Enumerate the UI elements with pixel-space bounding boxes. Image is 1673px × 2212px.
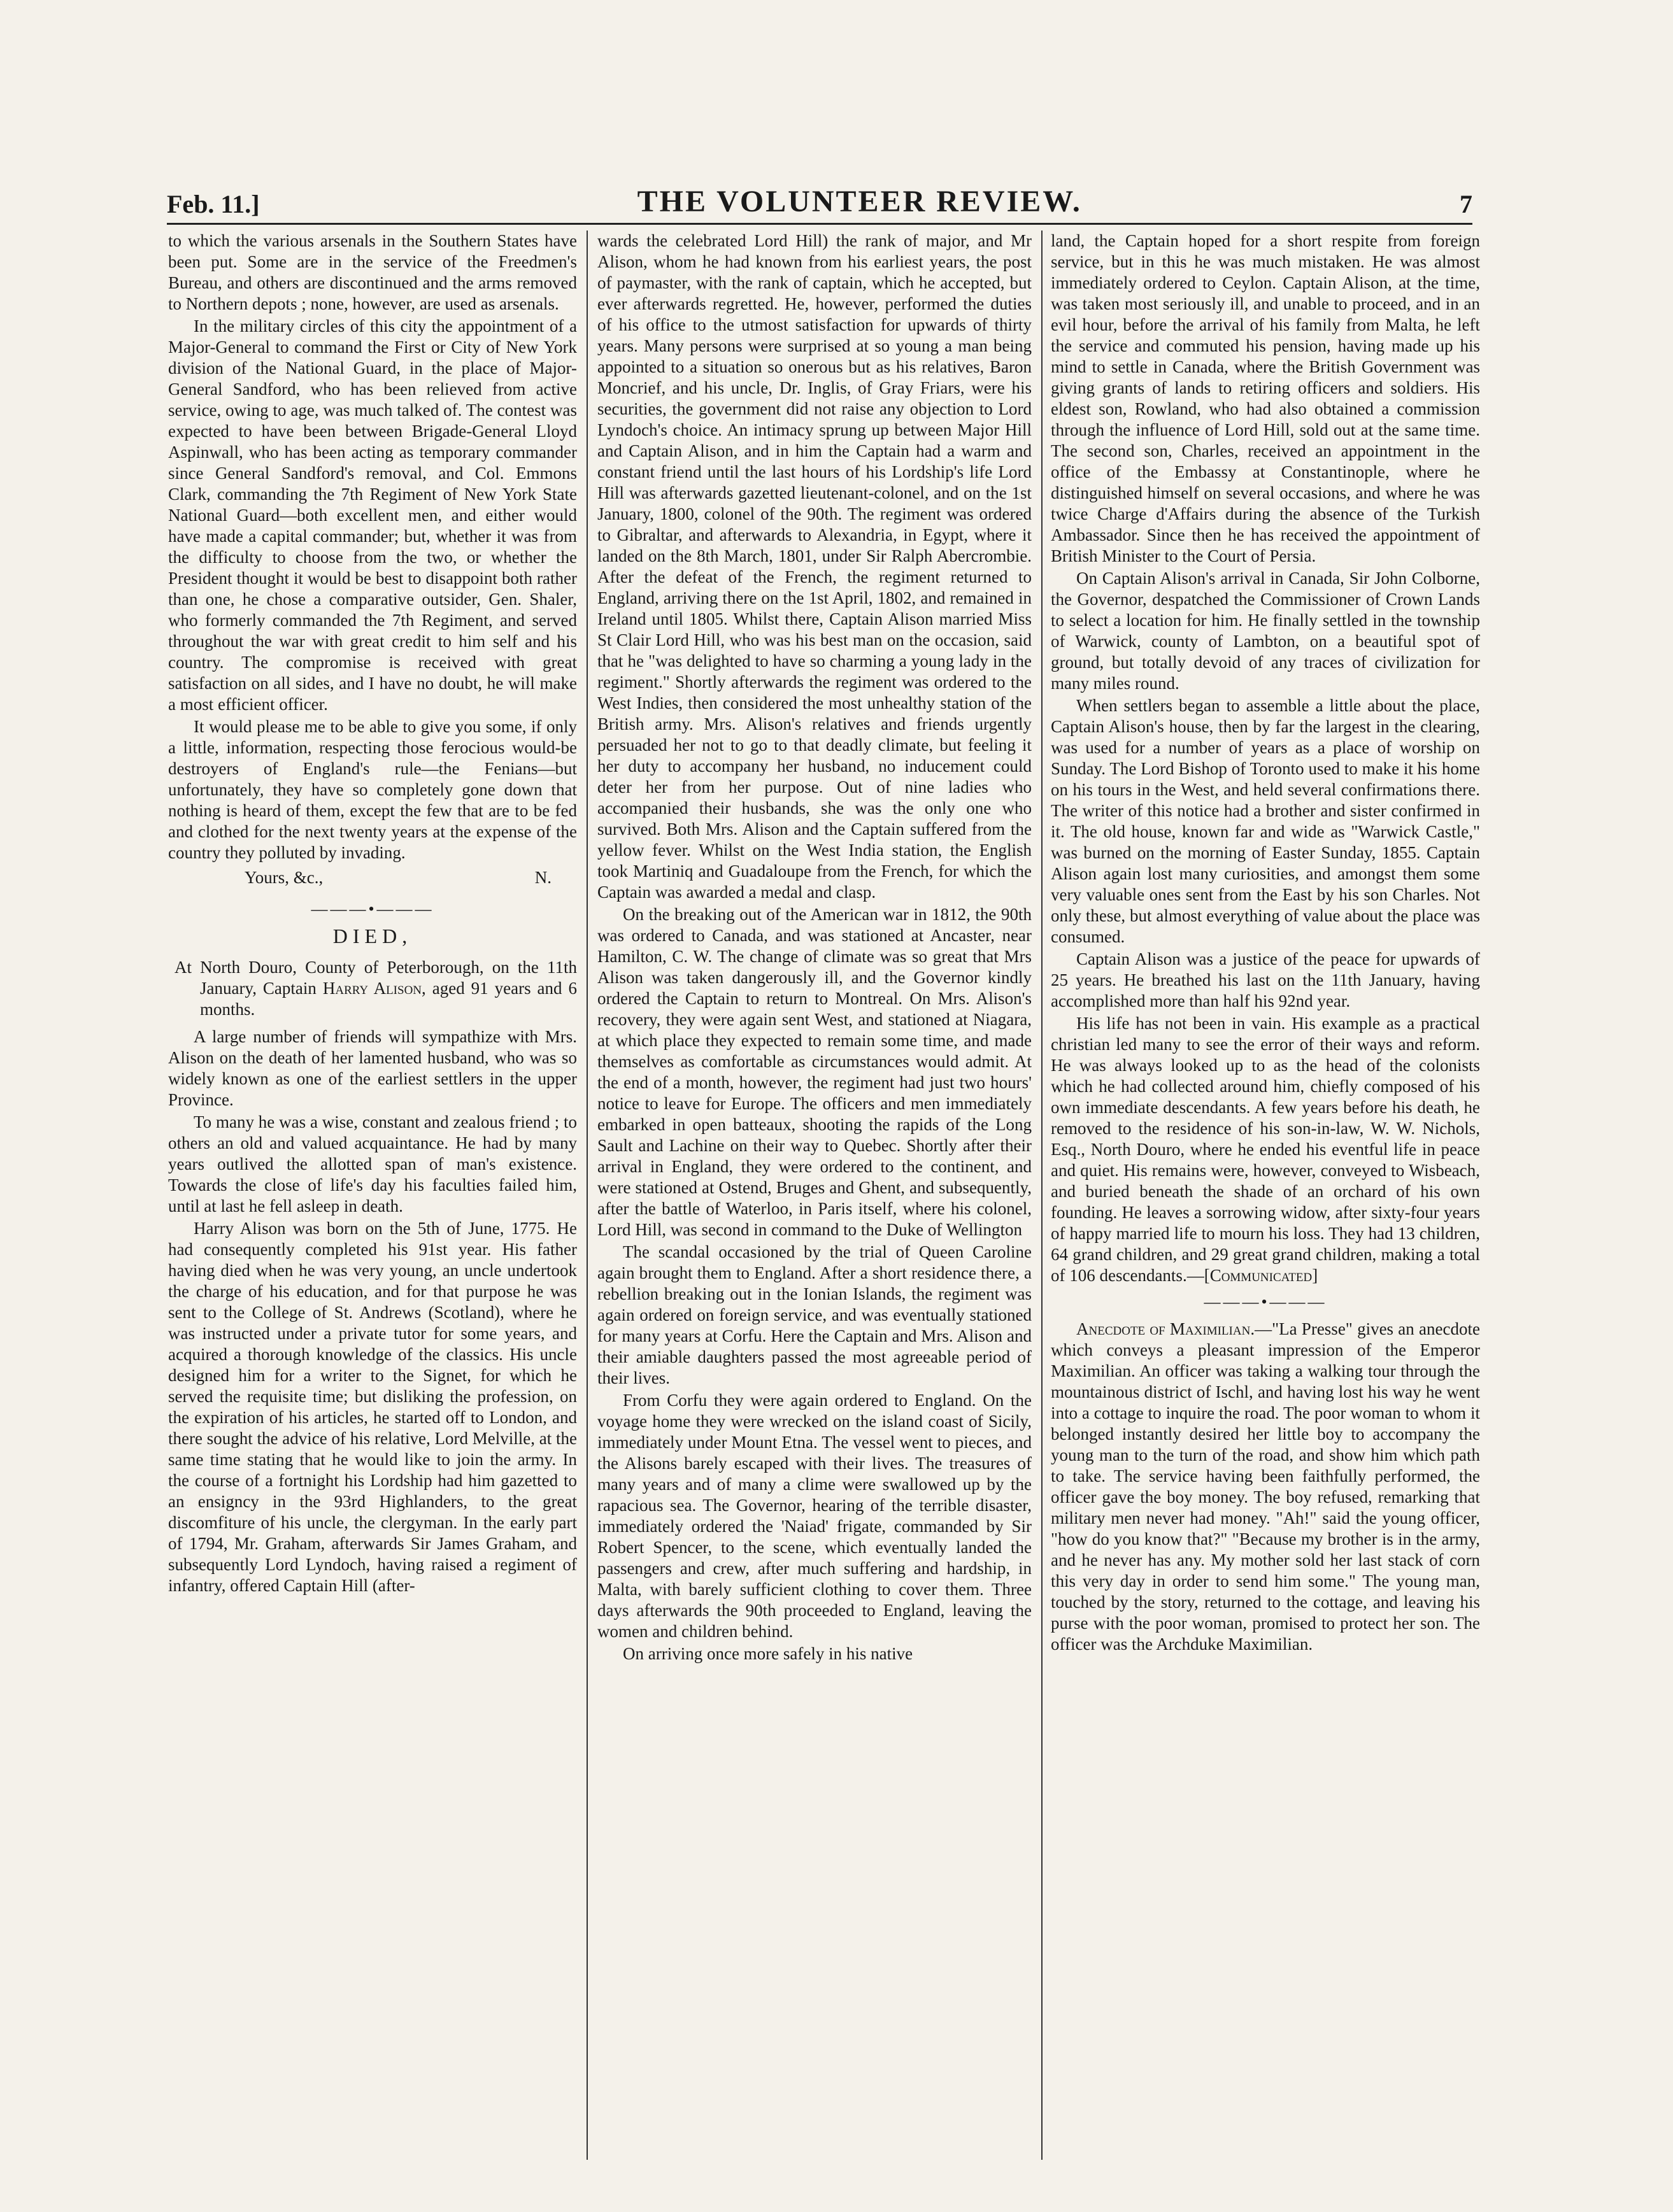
section-divider: ———•——— [311, 900, 434, 918]
obituary-heading: DIED, [332, 925, 413, 947]
section-divider: ———•——— [1204, 1293, 1327, 1311]
paragraph [1051, 1013, 1480, 1286]
letter-signature [168, 865, 577, 893]
column-1 [168, 230, 577, 2153]
issue-date: Feb. 11.] [167, 190, 260, 218]
death-notice [168, 957, 577, 1020]
anecdote-title: Anecdote of Maximilian [1076, 1319, 1251, 1338]
paragraph: On arriving once more safely in his native [623, 1644, 913, 1663]
page-header [167, 180, 1472, 225]
signature-closing: Yours, &c., [245, 868, 324, 887]
notice-text: aged 91 years and 6 months. [200, 979, 577, 1019]
paragraph: On Captain Alison's arrival in Canada, Sir John Colborne, the Governor, despatched the Commissioner of Crown Lands to select a location for him. He finally settled in the township of Warwick, county of Lambton, on a beautiful spot of ground, but totally devoid of any traces of civilization for many miles round. [1051, 569, 1480, 693]
paragraph: land, the Captain hoped for a short respite from foreign service, but in this he was much mistaken. He was almost immediately ordered to Ceylon. Captain Alison, at the time, was taken most seriously ill, and unable to proceed, and in an evil hour, before the arrival of his family from Malta, he left the service and commuted his pension, having made up his mind to settle in Canada, where the British Government was giving grants of lands to retiring officers and soldiers. His eldest son, Rowland, who had also obtained a commission through the influence of Lord Hill, sold out at the same time. The second son, Charles, received an appointment in the office of the Embassy at Constantinople, where he distinguished himself on several occasions, and where he was twice Charge d'Affairs during the absence of the Turkish Ambassador. Since then he has received the appointment of British Minister to the Court of Persia. [1051, 231, 1480, 565]
anecdote-body: .—"La Presse" gives an anecdote which conveys a pleasant impression of the Emperor Maximilian. An officer was taking a walking tour through the mountainous district of Ischl, and having lost his way he went into a cottage to inquire the road. The poor woman to whom it belonged instantly desired her little boy to accompany the young man to the turn of the road, and show him which path to take. The service having been faithfully performed, the officer gave the boy money. The boy refused, remarking that military men never had money. "Ah!" said the young officer, "how do you know that?" "Because my brother is in the army, and he never has any. My mother sold her last stack of corn this very day in order to send him some." The young man, touched by the story, returned to the cottage, and leaving his purse with the poor woman, promised to protect her son. The officer was the Archduke Maximilian. [1051, 1319, 1480, 1654]
column-rule [1041, 230, 1043, 2160]
page-number: 7 [1460, 190, 1472, 218]
paragraph: The scandal occasioned by the trial of Queen Caroline again brought them to England. After a short residence there, a rebellion breaking out in the Ionian Islands, the regiment was again ordered on foreign service, and was eventually stationed for many years at Corfu. Here the Captain and Mrs. Alison and their amiable daughters passed the most agreeable period of their lives. [597, 1242, 1032, 1387]
bracket-close: ] [1312, 1266, 1318, 1285]
paragraph: When settlers began to assemble a little about the place, Captain Alison's house, then by far the largest in the clearing, was used for a number of years as a place of worship on Sunday. The Lord Bishop of Toronto used to make it his home on his tours in the West, and held several confirmations there. The writer of this notice had a brother and sister confirmed in it. The old house, known far and wide as "Warwick Castle," was burned on the morning of Easter Sunday, 1855. Captain Alison again lost many curiosities, and amongst them some very valuable ones sent from the East by his son Charles. Not only these, but almost everything of value about the place was consumed. [1051, 696, 1480, 946]
column-3 [1051, 230, 1480, 2153]
paragraph: To many he was a wise, constant and zealous friend ; to others an old and valued acquaintance. He had by many years outlived the allotted span of man's existence. Towards the close of life's day his faculties failed him, until at last he fell asleep in death. [168, 1112, 577, 1216]
paragraph-text: His life has not been in vain. His example as a practical christian led many to see the error of their ways and reform. He was always looked up to as the head of the colonists which he had collected around him, chiefly composed of his own immediate descendants. A few years before his death, he removed to the residence of his son-in-law, W. W. Nichols, Esq., North Douro, where he ended his eventful life in peace and quiet. His remains were, however, conveyed to Wisbeach, and buried beneath the shade of an orchard of his own founding. He leaves a sorrowing widow, after sixty-four years of happy married life to mourn his loss. They had 13 children, 64 grand children, and 29 great grand children, making a total of 106 descendants.—[ [1051, 1014, 1480, 1285]
paragraph: A large number of friends will sympathize with Mrs. Alison on the death of her lamented husband, who was so widely known as one of the earliest settlers in the upper Province. [168, 1027, 577, 1109]
paragraph: Harry Alison was born on the 5th of June, 1775. He had consequently completed his 91st year. His father having died when he was very young, an uncle undertook the charge of his education, and for that purpose he was sent to the College of St. Andrews (Scotland), where he was instructed under a private tutor for some years, and acquired a thorough knowledge of the classics. His uncle designed him for a writer to the Signet, for which he served the requisite time; but disliking the profession, on the expiration of his articles, he started off to London, and there sought the advice of his relative, Lord Melville, at the same time stating that he would like to join the army. In the course of a fortnight his Lordship had him gazetted to an ensigncy in the 93rd Highlanders, to the great discomfiture of his uncle, the clergyman. In the early part of 1794, Mr. Graham, afterwards Sir James Graham, and subsequently Lord Lyndoch, having raised a regiment of infantry, offered Captain Hill (after- [168, 1219, 577, 1595]
paragraph: In the military circles of this city the appointment of a Major-General to command the First or City of New York division of the National Guard, in the place of Major-General Sandford, who has been relieved from active service, owing to age, was much talked of. The contest was expected to have been between Brigade-General Lloyd Aspinwall, who has been acting as temporary commander since General Sandford's removal, and Col. Emmons Clark, commanding the 7th Regiment of New York State National Guard—both excellent men, and either would have made a capital commander; but, whether it was from the difficulty to choose from the two, or whether the President thought it would be best to disappoint both rather than one, he chose a comparative outsider, Gen. Shaler, who formerly commanded the 7th Regiment, and served throughout the war with great credit to him self and his country. The compromise is received with great satisfaction on all sides, and I have no doubt, he will make a most efficient officer. [168, 316, 577, 714]
paragraph: wards the celebrated Lord Hill) the rank of major, and Mr Alison, whom he had known from his earliest years, the post of paymaster, with the rank of captain, which he accepted, but ever afterwards regretted. He, however, performed the duties of his office to the utmost satisfaction for upwards of thirty years. Many persons were surprised at so young a man being appointed to a situation so onerous but as his relatives, Baron Moncrief, and his uncle, Dr. Inglis, of Gray Friars, were his securities, the government did not raise any objection to Lord Lyndoch's choice. An intimacy sprung up between Major Hill and Captain Alison, and in him the Captain had a warm and constant friend until the last hours of his Lordship's life Lord Hill was afterwards gazetted lieutenant-colonel, and on the 1st January, 1800, colonel of the 90th. The regiment was ordered to Gibraltar, and afterwards to Alexandria, in Egypt, where it landed on the 8th March, 1801, under Sir Ralph Abercrombie. After the defeat of the French, the regiment returned to England, arriving there on the 1st April, 1802, and remained in Ireland until 1805. Whilst there, Captain Alison married Miss St Clair Lord Hill, who was his best man on the occasion, said that he "was delighted to have so charming a young lady in the regiment." Shortly afterwards the regiment was ordered to the West Indies, then considered the most unhealthy station of the British army. Mrs. Alison's relatives and friends urgently persuaded her not to go to that deadly climate, but feeling it her duty to accompany her husband, no inducement could deter her from her purpose. Out of nine ladies who accompanied their husbands, she was the only one who survived. Both Mrs. Alison and the Captain suffered from the yellow fever. Whilst on the West India station, the English took Martiniq and Guadaloupe from the French, for which the Captain was awarded a medal and clasp. [597, 231, 1032, 902]
communicated-credit: Communicated [1209, 1266, 1313, 1285]
notice-name: Harry Alison, [322, 979, 426, 998]
notice-text: At North Douro, County of Peterborough, on the 11th January, Captain [174, 958, 577, 998]
publication-title: THE VOLUNTEER REVIEW. [637, 185, 1082, 218]
column-rule [587, 230, 588, 2160]
paragraph: Captain Alison was a justice of the peace for upwards of 25 years. He breathed his last on the 11th January, having accomplished more than half his 92nd year. [1051, 949, 1480, 1010]
paragraph: It would please me to be able to give you some, if only a little, information, respecting those ferocious would-be destroyers of England's rule—the Fenians—but unfortunately, they have so completely gone down that nothing is heard of them, except the few that are to be fed and clothed for the next twenty years at the expense of the country they polluted by invading. [168, 717, 577, 862]
paragraph: From Corfu they were again ordered to England. On the voyage home they were wrecked on the island coast of Sicily, immediately under Mount Etna. The vessel went to pieces, and the Alisons barely escaped with their lives. The treasures of many years and of many a clime were swallowed up by the rapacious sea. The Governor, hearing of the terrible disaster, immediately ordered the 'Naiad' frigate, commanded by Sir Robert Spencer, to the scene, which eventually landed the passengers and crew, after much suffering and hardship, in Malta, with barely sufficient clothing to cover them. Three days afterwards the 90th proceeded to England, leaving the women and children behind. [597, 1391, 1032, 1641]
signature-initial: N. [534, 868, 552, 887]
paragraph: to which the various arsenals in the Southern States have been put. Some are in the service of the Freedmen's Bureau, and others are discontinued and the arms removed to Northern depots ; none, however, are used as arsenals. [168, 231, 577, 313]
anecdote-paragraph [1051, 1319, 1480, 1655]
paragraph: On the breaking out of the American war in 1812, the 90th was ordered to Canada, and was stationed at Ancaster, near Hamilton, C. W. The change of climate was so great that Mrs Alison was taken dangerously ill, and the Governor kindly ordered the Captain to return to Montreal. On Mrs. Alison's recovery, they were again sent West, and stationed at Niagara, at which place they expected to remain some time, and made themselves as comfortable as circumstances would admit. At the end of a month, however, the regiment had just two hours' notice to leave for Europe. The officers and men immediately embarked in open batteaux, shooting the rapids of the Long Sault and Lachine on their way to Quebec. Shortly after their arrival in England, they were ordered to the continent, and were stationed at Ostend, Bruges and Ghent, and subsequently, after the battle of Waterloo, in Paris itself, where his colonel, Lord Hill, was second in command to the Duke of Wellington [597, 905, 1032, 1239]
column-2 [597, 230, 1032, 2153]
